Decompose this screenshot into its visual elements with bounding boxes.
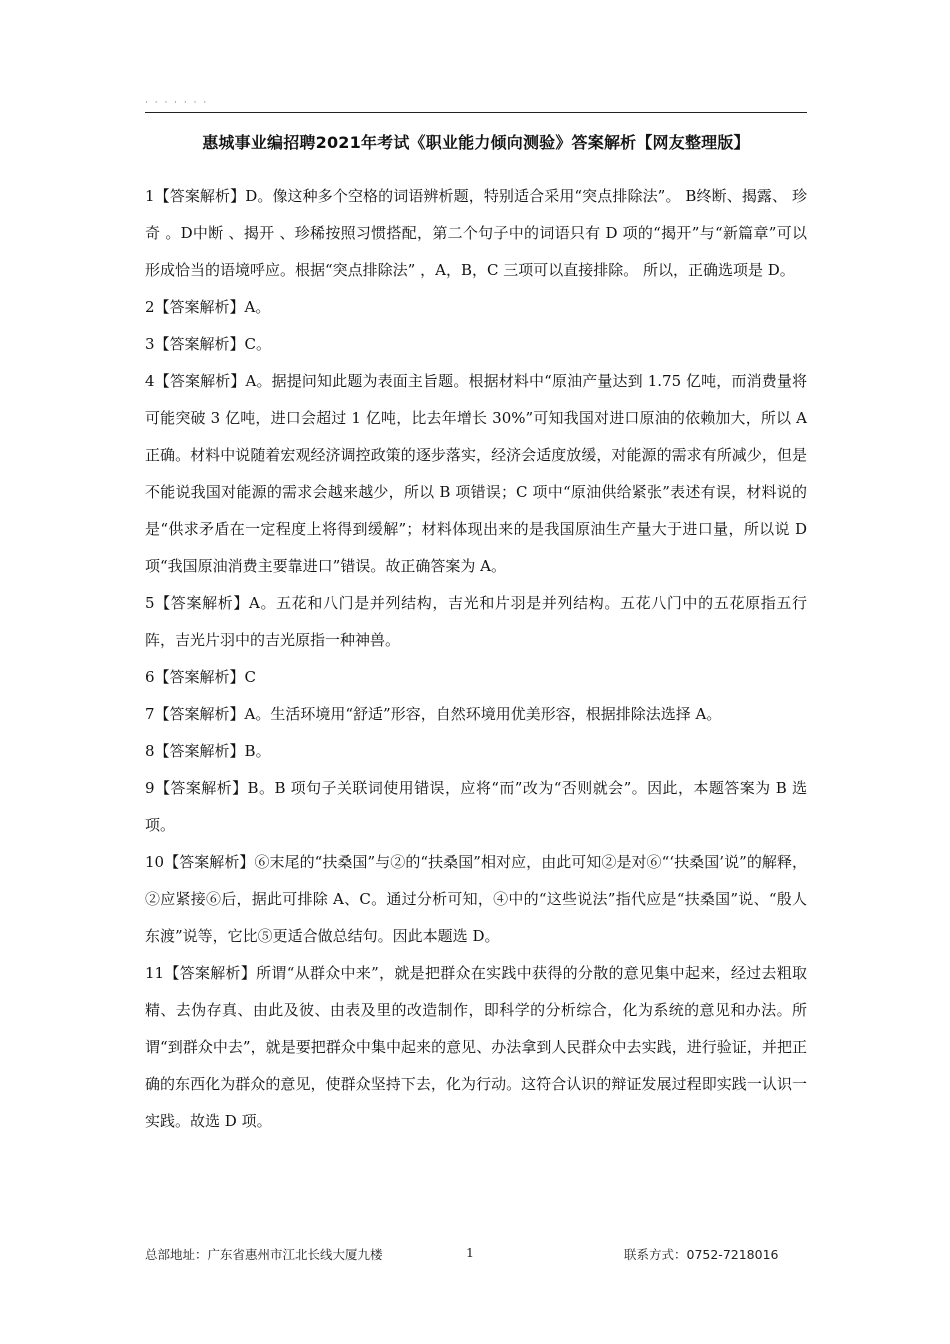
answer-paragraph-9: 9【答案解析】B。B 项句子关联词使用错误，应将“而”改为“否则就会”。因此，本题答案为 B 选项。 [145, 779, 807, 834]
answer-paragraph-7: 7【答案解析】A。生活环境用“舒适”形容，自然环境用优美形容，根据排除法选择 A。 [145, 705, 722, 723]
answer-paragraph-11: 11【答案解析】所谓“从群众中来”，就是把群众在实践中获得的分散的意见集中起来，经过去粗取精、去伪存真、由此及彼、由表及里的改造制作，即科学的分析综合，化为系统的意见和办法。所谓“到群众中去”，就是要把群众中集中起来的意见、办法拿到人民群众中去实践，进行验证，并把正确的东西化为群众的意见，使群众坚持下去，化为行动。这符合认识的辩证发展过程即实践一认识一实践。故选 D 项。 [145, 964, 807, 1130]
footer-contact: 联系方式：0752-7218016 [624, 1247, 779, 1262]
document-title: 惠城事业编招聘2021年考试《职业能力倾向测验》答案解析【网友整理版】 [202, 133, 750, 152]
answer-paragraph-6: 6【答案解析】C [145, 668, 257, 686]
answer-paragraph-8: 8【答案解析】B。 [145, 742, 271, 760]
header-mark: · · · · · · · [145, 98, 209, 108]
footer-address: 总部地址：广东省惠州市江北长线大厦九楼 [145, 1247, 383, 1262]
header-rule [145, 112, 807, 113]
answer-paragraph-4: 4【答案解析】A。据提问知此题为表面主旨题。根据材料中“原油产量达到 1.75 亿吨，而消费量将可能突破 3 亿吨，进口会超过 1 亿吨，比去年增长 30%”可知我国对进口原油的依赖加大，所以 A 正确。材料中说随着宏观经济调控政策的逐步落实，经济会适度放缓，对能源的需求有所减少，但是不能说我国对能源的需求会越来越少，所以 B 项错误；C 项中“原油供给紧张”表述有误，材料说的是“供求矛盾在一定程度上将得到缓解”；材料体现出来的是我国原油生产量大于进口量，所以说 D 项“我国原油消费主要靠进口”错误。故正确答案为 A。 [145, 372, 807, 575]
answer-paragraph-1: 1【答案解析】D。像这种多个空格的词语辨析题，特别适合采用“突点排除法”。 B终断、揭露、 珍奇 。D中断 、揭开 、珍稀按照习惯搭配，第二个句子中的词语只有 D 项的“揭开”与“新篇章”可以形成恰当的语境呼应。根据“突点排除法” ，A，B，C 三项可以直接排除。 所以，正确选项是 D。 [145, 187, 807, 279]
answer-paragraph-10: 10【答案解析】⑥末尾的“扶桑国”与②的“扶桑国”相对应，由此可知②是对⑥“‘扶桑国’说”的解释，②应紧接⑥后，据此可排除 A、C。通过分析可知，④中的“这些说法”指代应是“扶桑国”说、“殷人东渡”说等，它比⑤更适合做总结句。因此本题选 D。 [145, 853, 807, 945]
footer-page-number: 1 [466, 1245, 474, 1260]
answer-paragraph-5: 5【答案解析】A。五花和八门是并列结构，吉光和片羽是并列结构。五花八门中的五花原指五行阵，吉光片羽中的吉光原指一种神兽。 [145, 594, 807, 649]
answer-paragraph-2: 2【答案解析】A。 [145, 298, 271, 316]
answer-list [145, 178, 807, 1140]
answer-paragraph-3: 3【答案解析】C。 [145, 335, 272, 353]
